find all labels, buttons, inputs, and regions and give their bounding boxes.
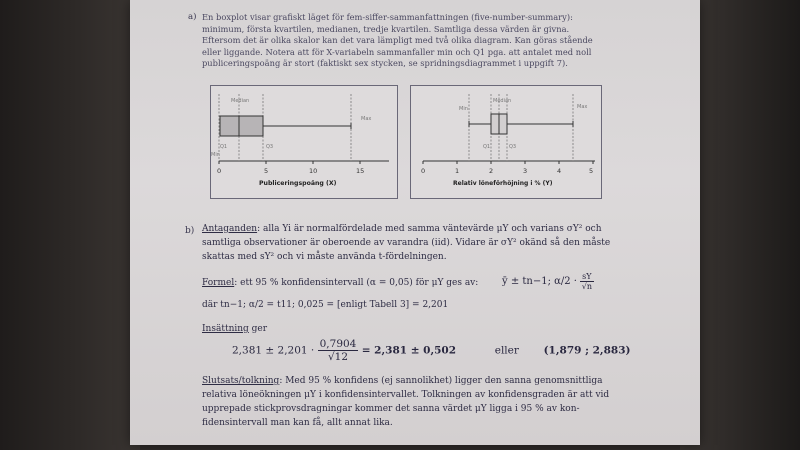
paper-sheet bbox=[130, 0, 700, 445]
q3-tag: Q3 bbox=[509, 144, 517, 150]
formel-block bbox=[202, 276, 692, 290]
formel-expr-left: ȳ ± tn−1; α/2 · bbox=[502, 276, 577, 287]
formel-label: Formel bbox=[202, 278, 235, 288]
tick-label: 1 bbox=[455, 167, 460, 175]
ins-fraction bbox=[318, 338, 359, 363]
tick-label: 5 bbox=[264, 167, 269, 175]
formel-frac-num: sY bbox=[582, 272, 592, 281]
min-tag: Min bbox=[211, 152, 220, 158]
eller-word: eller bbox=[494, 344, 519, 357]
insattning-label: Insättning bbox=[202, 324, 249, 334]
max-tag: Max bbox=[577, 104, 588, 110]
boxplot-x-figure bbox=[210, 85, 398, 199]
ins-result: = 2,381 ± 0,502 bbox=[361, 344, 457, 357]
boxplot-x-svg bbox=[211, 86, 397, 198]
insattning-expression bbox=[232, 338, 630, 363]
q3-tag: Q3 bbox=[266, 144, 274, 150]
formel-frac-den: √n bbox=[581, 282, 592, 291]
tick-label: 4 bbox=[557, 167, 562, 175]
antaganden-label: Antaganden bbox=[202, 224, 258, 234]
formel-expression bbox=[502, 272, 594, 291]
slutsats-text: : Med 95 % konfidens (ej sannolikhet) ligger den sanna genomsnittliga bbox=[279, 376, 603, 386]
ins-frac-den: √12 bbox=[327, 351, 349, 363]
dar-line: där tn−1; α/2 = t11; 0,025 = [enligt Tabell 3] = 2,201 bbox=[202, 300, 449, 310]
tick-label: 15 bbox=[356, 167, 365, 175]
slutsats-block bbox=[202, 374, 682, 430]
boxplot-y-figure bbox=[410, 85, 602, 199]
part-a-line: Eftersom det är olika skalor kan det vara lämpligt med två olika diagram. Kan göras stående bbox=[202, 35, 593, 45]
max-tag: Max bbox=[361, 116, 372, 122]
part-a-marker: a) bbox=[188, 12, 197, 22]
part-a-paragraph bbox=[202, 12, 692, 70]
antaganden-block bbox=[202, 222, 682, 264]
ins-left: 2,381 ± 2,201 · bbox=[232, 344, 315, 357]
ins-frac-num: 0,7904 bbox=[319, 338, 357, 350]
part-b-marker: b) bbox=[185, 226, 195, 236]
boxplot-y-svg bbox=[411, 86, 601, 198]
antaganden-text: : alla Yi är normalfördelade med samma väntevärde μY och varians σY² och bbox=[257, 224, 602, 234]
tick-label: 10 bbox=[309, 167, 318, 175]
tick-label: 0 bbox=[421, 167, 426, 175]
antaganden-text: skattas med sY² och vi måste använda t-fördelningen. bbox=[202, 252, 447, 262]
median-tag: Median bbox=[493, 98, 512, 104]
median-tag: Median bbox=[231, 98, 250, 104]
x-axis-label: Relativ löneförhöjning i % (Y) bbox=[453, 180, 553, 187]
slutsats-text: fidensintervall man kan få, allt annat lika. bbox=[202, 418, 393, 428]
part-a-line: En boxplot visar grafiskt läget för fem-siffer-sammanfattningen (five-number-summary): bbox=[202, 12, 573, 22]
desk-left bbox=[0, 0, 140, 450]
q1-tag: Q1 bbox=[220, 144, 228, 150]
x-axis-label: Publiceringspoäng (X) bbox=[259, 180, 337, 187]
antaganden-text: samtliga observationer är oberoende av varandra (iid). Vidare är σY² okänd så den måste bbox=[202, 238, 611, 248]
slutsats-text: relativa löneökningen μY i konfidensintervallet. Tolkningen av konfidensgraden är att vid bbox=[202, 390, 610, 400]
part-a-line: minimum, första kvartilen, medianen, tredje kvartilen. Samtliga dessa värden är givna. bbox=[202, 23, 570, 34]
confidence-interval: (1,879 ; 2,883) bbox=[543, 344, 631, 357]
formel-text: : ett 95 % konfidensintervall (α = 0,05) för μY ges av: bbox=[234, 278, 479, 288]
part-a-line: eller liggande. Notera att för X-variabeln sammanfaller min och Q1 pga. att antalet med noll bbox=[202, 46, 592, 57]
tick-label: 5 bbox=[589, 167, 594, 175]
slutsats-label: Slutsats/tolkning bbox=[202, 376, 280, 386]
tick-label: 3 bbox=[523, 167, 528, 175]
q1-tag: Q1 bbox=[483, 144, 491, 150]
min-tag: Min bbox=[459, 106, 468, 112]
formel-fraction bbox=[580, 272, 593, 291]
slutsats-text: upprepade stickprovsdragningar kommer det sanna värdet μY ligga i 95 % av kon- bbox=[202, 404, 580, 414]
tick-label: 2 bbox=[489, 167, 494, 175]
part-a-line: publiceringspoäng är stort (faktiskt sex stycken, se spridningsdiagrammet i uppgift 7). bbox=[202, 58, 568, 68]
insattning-block bbox=[202, 322, 692, 336]
insattning-suffix: ger bbox=[248, 324, 268, 334]
box bbox=[220, 116, 263, 136]
tick-label: 0 bbox=[217, 167, 222, 175]
